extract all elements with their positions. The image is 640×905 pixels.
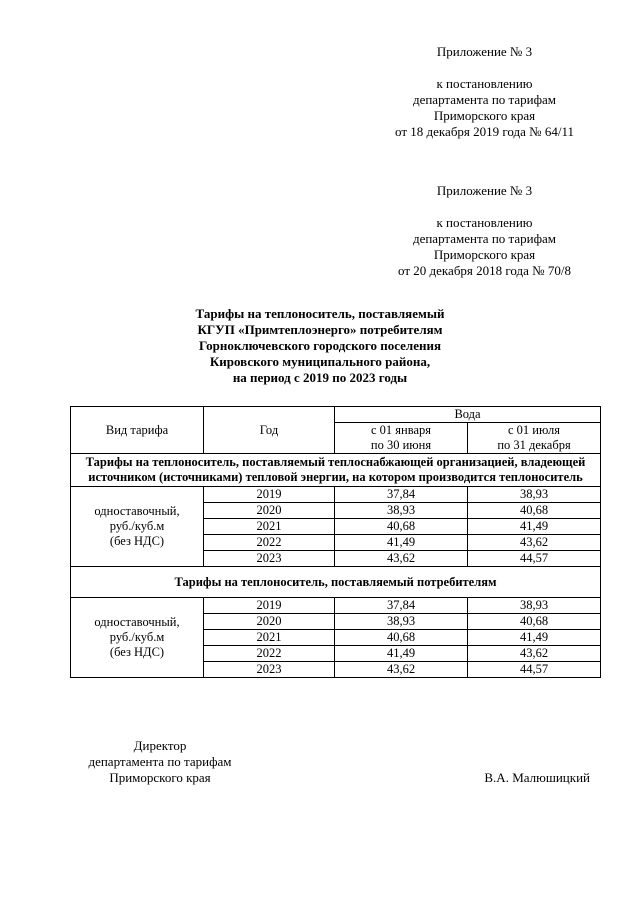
tariff-table <box>70 406 601 678</box>
value-first-half: 40,68 <box>335 519 468 535</box>
value-second-half: 44,57 <box>468 662 601 678</box>
tariff-type-line: одноставочный, <box>94 504 180 518</box>
year-cell: 2021 <box>204 630 335 646</box>
appendix-line: от 18 декабря 2019 года № 64/11 <box>395 124 574 139</box>
appendix-line: к постановлению <box>436 76 533 91</box>
section-title-row <box>71 567 601 598</box>
value-first-half: 43,62 <box>335 551 468 567</box>
header-water: Вода <box>335 407 601 423</box>
value-second-half: 44,57 <box>468 551 601 567</box>
value-first-half: 38,93 <box>335 503 468 519</box>
value-second-half: 40,68 <box>468 503 601 519</box>
signatory-position <box>70 738 250 786</box>
year-cell: 2019 <box>204 487 335 503</box>
header-period-second-half <box>468 423 601 454</box>
section-title-row <box>71 454 601 487</box>
year-cell: 2019 <box>204 598 335 614</box>
year-cell: 2020 <box>204 503 335 519</box>
value-second-half: 43,62 <box>468 535 601 551</box>
table-row <box>71 487 601 503</box>
header-period-line: по 31 декабря <box>497 438 571 452</box>
year-cell: 2021 <box>204 519 335 535</box>
tariff-type-cell <box>71 487 204 567</box>
value-first-half: 40,68 <box>335 630 468 646</box>
header-period-line: с 01 января <box>370 423 432 437</box>
table-header-row <box>71 407 601 423</box>
appendix-number: Приложение № 3 <box>436 44 533 59</box>
appendix-line: от 20 декабря 2018 года № 70/8 <box>398 263 571 278</box>
title-line: КГУП «Примтеплоэнерго» потребителям <box>197 322 443 337</box>
table-row <box>71 598 601 614</box>
appendix-header-current <box>377 44 592 140</box>
section-title: Тарифы на теплоноситель, поставляемый потребителям <box>71 567 601 598</box>
year-cell: 2023 <box>204 551 335 567</box>
year-cell: 2022 <box>204 535 335 551</box>
appendix-line: к постановлению <box>436 215 533 230</box>
title-line: на период с 2019 по 2023 годы <box>232 370 408 385</box>
tariff-type-line: одноставочный, <box>94 615 180 629</box>
value-second-half: 40,68 <box>468 614 601 630</box>
section-title: Тарифы на теплоноситель, поставляемый теплоснабжающей организацией, владеющей источником (источниками) тепловой энергии, на котором производится теплоноситель <box>71 454 601 487</box>
signatory-line: Директор <box>133 738 187 753</box>
header-year: Год <box>204 407 335 454</box>
appendix-header-previous <box>377 183 592 279</box>
title-line: Тарифы на теплоноситель, поставляемый <box>195 306 445 321</box>
year-cell: 2020 <box>204 614 335 630</box>
value-first-half: 38,93 <box>335 614 468 630</box>
year-cell: 2023 <box>204 662 335 678</box>
appendix-line: департамента по тарифам <box>412 231 557 246</box>
value-second-half: 38,93 <box>468 487 601 503</box>
header-period-first-half <box>335 423 468 454</box>
signatory-line: департамента по тарифам <box>88 754 232 769</box>
value-first-half: 37,84 <box>335 487 468 503</box>
title-line: Кировского муниципального района, <box>209 354 431 369</box>
tariff-type-line: руб./куб.м <box>109 630 165 644</box>
value-first-half: 41,49 <box>335 535 468 551</box>
signatory-line: Приморского края <box>109 770 211 785</box>
value-first-half: 43,62 <box>335 662 468 678</box>
tariff-type-line: (без НДС) <box>109 534 165 548</box>
header-period-line: по 30 июня <box>370 438 432 452</box>
value-second-half: 38,93 <box>468 598 601 614</box>
appendix-line: Приморского края <box>433 108 536 123</box>
appendix-line: департамента по тарифам <box>412 92 557 107</box>
value-second-half: 41,49 <box>468 519 601 535</box>
appendix-number: Приложение № 3 <box>436 183 533 198</box>
value-first-half: 41,49 <box>335 646 468 662</box>
tariff-type-line: (без НДС) <box>109 645 165 659</box>
value-second-half: 43,62 <box>468 646 601 662</box>
value-second-half: 41,49 <box>468 630 601 646</box>
year-cell: 2022 <box>204 646 335 662</box>
header-tariff-type: Вид тарифа <box>71 407 204 454</box>
title-line: Горноключевского городского поселения <box>199 338 441 353</box>
document-title <box>0 306 640 386</box>
appendix-line: Приморского края <box>433 247 536 262</box>
tariff-type-cell <box>71 598 204 678</box>
signatory-name: В.А. Малюшицкий <box>484 770 590 785</box>
value-first-half: 37,84 <box>335 598 468 614</box>
tariff-type-line: руб./куб.м <box>109 519 165 533</box>
header-period-line: с 01 июля <box>508 423 561 437</box>
